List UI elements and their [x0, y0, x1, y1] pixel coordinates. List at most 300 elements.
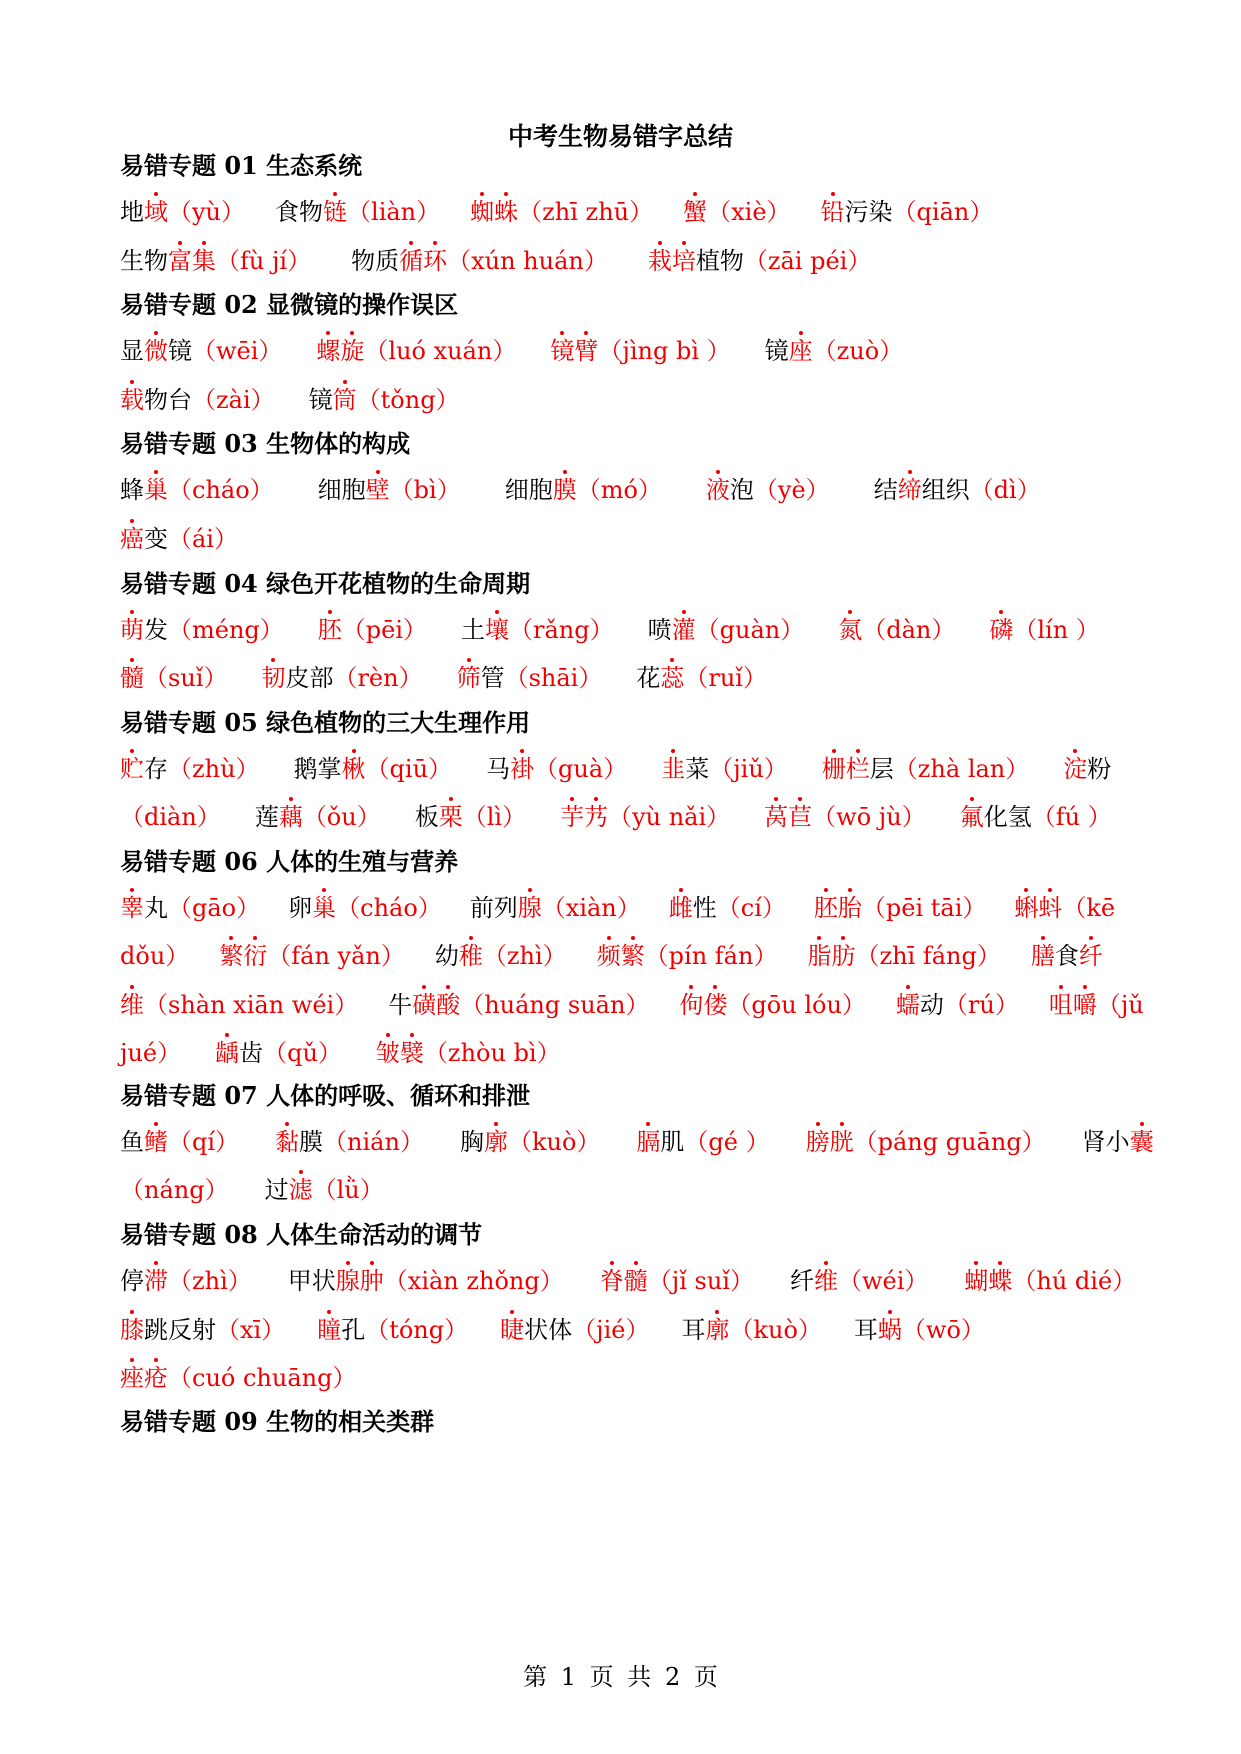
pinyin: （ái）	[168, 525, 238, 553]
pinyin: （suǐ）	[144, 664, 228, 692]
pinyin: （dàn）	[862, 616, 956, 644]
emphasis-char: 鳍	[144, 1128, 168, 1156]
term-item	[120, 386, 275, 414]
term-item	[435, 942, 567, 970]
pinyin: （zhī fáng）	[855, 942, 1001, 970]
term-item	[669, 894, 786, 922]
plain-text: 鱼	[120, 1128, 144, 1156]
pinyin: （qiān）	[892, 198, 994, 226]
term-item	[706, 476, 830, 504]
emphasis-char: 座	[788, 337, 813, 365]
emphasis-char: 栽	[647, 247, 672, 275]
plain-text: 管	[480, 664, 505, 692]
pinyin: （zhù）	[168, 755, 260, 783]
pinyin: （bì）	[389, 476, 461, 504]
emphasis-char: 培	[671, 247, 696, 275]
pinyin: （hú dié）	[1012, 1267, 1137, 1295]
plain-text: 齿	[239, 1039, 264, 1067]
plain-text: 孔	[341, 1316, 366, 1344]
plain-text: 耳	[853, 1316, 878, 1344]
pinyin: （huáng suān）	[460, 991, 650, 1019]
emphasis-char: 苣	[788, 803, 813, 831]
pinyin: （shàn xiān wéi）	[144, 991, 359, 1019]
pinyin: （xiè）	[707, 198, 791, 226]
pinyin: （diàn）	[120, 803, 221, 831]
term-item	[275, 198, 440, 226]
emphasis-char: 膝	[120, 1316, 144, 1344]
pinyin: （xiàn zhǒng）	[383, 1267, 564, 1295]
pinyin: （wō jù）	[812, 803, 926, 831]
emphasis-char: 莴	[764, 803, 789, 831]
emphasis-char: 韭	[661, 755, 686, 783]
term-line	[120, 1122, 1154, 1157]
term-item	[989, 616, 1099, 644]
pinyin: （zhì）	[168, 1267, 252, 1295]
emphasis-char: 蛛	[494, 198, 519, 226]
plain-text: 变	[144, 525, 168, 553]
term-item	[765, 337, 904, 365]
plain-text: 前列	[469, 894, 518, 922]
emphasis-char: 脂	[807, 942, 832, 970]
emphasis-char: 龋	[215, 1039, 240, 1067]
emphasis-char: 臂	[574, 337, 599, 365]
term-item	[681, 1316, 821, 1344]
term-item	[120, 942, 189, 970]
term-item	[120, 1128, 239, 1156]
emphasis-char: 癌	[120, 525, 144, 553]
plain-text: 马	[486, 755, 511, 783]
emphasis-char: 氮	[838, 616, 863, 644]
plain-text: 细胞	[317, 476, 366, 504]
plain-text: 地	[120, 198, 144, 226]
term-item	[1031, 942, 1103, 970]
emphasis-char: 腺	[335, 1267, 360, 1295]
emphasis-char: 贮	[120, 755, 144, 783]
emphasis-char: 黏	[275, 1128, 300, 1156]
emphasis-char: 缔	[897, 476, 922, 504]
emphasis-char: 栏	[845, 755, 870, 783]
pinyin: （lǜ）	[312, 1176, 384, 1204]
emphasis-char: 肪	[831, 942, 856, 970]
emphasis-char: 膈	[636, 1128, 661, 1156]
emphasis-char: 繁	[219, 942, 244, 970]
emphasis-char: 栅	[821, 755, 846, 783]
plain-text: 镜	[764, 337, 789, 365]
term-line	[120, 519, 1120, 554]
emphasis-char: 痤	[120, 1364, 144, 1392]
pinyin: （qí）	[168, 1128, 240, 1156]
emphasis-char: 萌	[120, 616, 144, 644]
plain-text: 皮部	[285, 664, 334, 692]
emphasis-char: 纤	[1078, 942, 1103, 970]
pinyin: （ruǐ）	[684, 664, 767, 692]
emphasis-char: 襞	[399, 1039, 424, 1067]
plain-text: 肌	[660, 1128, 685, 1156]
term-item	[318, 476, 461, 504]
section-heading-03: 易错专题 03 生物体的构成	[120, 429, 411, 458]
term-item	[648, 616, 805, 644]
emphasis-char: 蕊	[660, 664, 685, 692]
emphasis-char: 巢	[144, 476, 168, 504]
emphasis-char: 氟	[959, 803, 984, 831]
term-item	[120, 525, 238, 553]
term-item	[316, 337, 516, 365]
term-item	[219, 942, 405, 970]
emphasis-char: 循	[399, 247, 424, 275]
term-line	[120, 241, 1120, 276]
emphasis-char: 维	[120, 991, 144, 1019]
emphasis-char: 蜘	[470, 198, 495, 226]
term-item	[120, 664, 227, 692]
pinyin: （wēi）	[192, 337, 283, 365]
term-item	[255, 803, 381, 831]
pinyin: （gé ）	[684, 1128, 770, 1156]
pinyin: （xī）	[216, 1316, 286, 1344]
emphasis-char: 蚪	[1038, 894, 1063, 922]
emphasis-char: 螺	[316, 337, 341, 365]
term-item	[120, 1316, 285, 1344]
term-line	[120, 985, 1144, 1020]
emphasis-char: 壤	[485, 616, 510, 644]
emphasis-char: 脊	[599, 1267, 624, 1295]
pinyin: （yù nǎi）	[608, 803, 731, 831]
term-line	[120, 1358, 1120, 1393]
section-heading-06: 易错专题 06 人体的生殖与营养	[120, 847, 459, 876]
pinyin: （cí）	[716, 894, 786, 922]
pinyin: jué）	[120, 1039, 182, 1067]
term-item	[838, 616, 955, 644]
term-item	[309, 386, 460, 414]
plain-text: 动	[919, 991, 944, 1019]
term-item	[460, 1128, 600, 1156]
pinyin: （zhòu bì）	[423, 1039, 561, 1067]
emphasis-char: 膜	[552, 476, 577, 504]
term-line	[120, 797, 1120, 832]
pinyin: （fù jí）	[216, 247, 312, 275]
pinyin: （zhī zhū）	[518, 198, 654, 226]
term-item	[120, 894, 260, 922]
term-item	[288, 1267, 564, 1295]
emphasis-char: 蝶	[988, 1267, 1013, 1295]
emphasis-char: 衍	[243, 942, 268, 970]
term-item	[636, 664, 767, 692]
term-line	[120, 1170, 1120, 1205]
pinyin: （wéi）	[837, 1267, 929, 1295]
emphasis-char: 髓	[120, 664, 144, 692]
pinyin: （zài）	[192, 386, 275, 414]
plain-text: 结	[873, 476, 898, 504]
emphasis-char: 壁	[365, 476, 390, 504]
plain-text: 镜	[308, 386, 333, 414]
emphasis-char: 雌	[668, 894, 693, 922]
emphasis-char: 楸	[341, 755, 366, 783]
emphasis-char: 膳	[1030, 942, 1055, 970]
pinyin: （wō）	[901, 1316, 985, 1344]
pinyin: （fú ）	[1031, 803, 1112, 831]
page-footer: 第 1 页 共 2 页	[523, 1663, 718, 1691]
pinyin: （rú）	[943, 991, 1019, 1019]
pinyin: （rǎng）	[509, 616, 614, 644]
term-item	[288, 894, 442, 922]
emphasis-char: 铅	[820, 198, 845, 226]
term-item	[265, 1176, 384, 1204]
term-line	[120, 610, 1120, 645]
term-item	[318, 616, 427, 644]
term-line	[120, 470, 1120, 505]
term-item	[874, 476, 1041, 504]
pinyin: （zhì）	[482, 942, 567, 970]
term-line	[120, 1310, 1120, 1345]
term-item	[854, 1316, 985, 1344]
pinyin: （guàn）	[695, 616, 805, 644]
emphasis-char: 廓	[483, 1128, 508, 1156]
emphasis-char: 稚	[458, 942, 483, 970]
term-item	[388, 991, 649, 1019]
term-item	[597, 942, 778, 970]
emphasis-char: 胱	[829, 1128, 854, 1156]
emphasis-char: 膀	[805, 1128, 830, 1156]
plain-text: 膜	[299, 1128, 324, 1156]
emphasis-char: 繁	[620, 942, 645, 970]
emphasis-char: 蜗	[877, 1316, 902, 1344]
plain-text: 幼	[434, 942, 459, 970]
emphasis-char: 滞	[144, 1267, 168, 1295]
emphasis-char: 集	[192, 247, 216, 275]
section-heading-07: 易错专题 07 人体的呼吸、循环和排泄	[120, 1081, 531, 1110]
emphasis-char: 腺	[517, 894, 542, 922]
emphasis-char: 巢	[312, 894, 337, 922]
plain-text: 板	[414, 803, 439, 831]
term-item	[1049, 991, 1144, 1019]
pinyin: （gāo）	[168, 894, 261, 922]
term-item	[648, 247, 872, 275]
term-item	[806, 1128, 1046, 1156]
plain-text: 丸	[144, 894, 168, 922]
emphasis-char: 睾	[120, 894, 144, 922]
plain-text: 粉	[1087, 755, 1112, 783]
plain-text: 停	[120, 1267, 144, 1295]
emphasis-char: 旋	[340, 337, 365, 365]
plain-text: 细胞	[504, 476, 553, 504]
term-item	[120, 755, 260, 783]
emphasis-char: 频	[596, 942, 621, 970]
pinyin: （pín fán）	[644, 942, 778, 970]
term-item	[1082, 1128, 1154, 1156]
emphasis-char: 韧	[261, 664, 286, 692]
pinyin: （kē	[1062, 894, 1116, 922]
pinyin: （tóng）	[365, 1316, 469, 1344]
term-item	[461, 616, 614, 644]
plain-text: 土	[461, 616, 486, 644]
emphasis-char: 淀	[1063, 755, 1088, 783]
emphasis-char: 肿	[359, 1267, 384, 1295]
plain-text: 食	[1054, 942, 1079, 970]
emphasis-char: 蝴	[964, 1267, 989, 1295]
pinyin: （cháo）	[336, 894, 442, 922]
plain-text: 物质	[351, 247, 400, 275]
term-item	[560, 803, 730, 831]
plain-text: 食物	[275, 198, 324, 226]
pinyin: （kuò）	[507, 1128, 601, 1156]
plain-text: 菜	[685, 755, 710, 783]
pinyin: （méng）	[168, 616, 284, 644]
emphasis-char: 蟹	[683, 198, 708, 226]
emphasis-char: 囊	[1129, 1128, 1154, 1156]
plain-text: 肾小	[1081, 1128, 1130, 1156]
pinyin: （náng）	[120, 1176, 229, 1204]
term-item	[351, 247, 608, 275]
emphasis-char: 磺	[412, 991, 437, 1019]
term-item	[807, 942, 1000, 970]
term-item	[317, 1316, 468, 1344]
emphasis-char: 环	[423, 247, 448, 275]
term-item	[120, 803, 221, 831]
emphasis-char: 藕	[278, 803, 303, 831]
emphasis-char: 睫	[500, 1316, 525, 1344]
plain-text: 胸	[459, 1128, 484, 1156]
plain-text: 物台	[144, 386, 192, 414]
pinyin: （tǒng）	[356, 386, 460, 414]
emphasis-char: 灌	[671, 616, 696, 644]
term-item	[764, 803, 926, 831]
term-line	[120, 192, 1120, 227]
term-item	[120, 1176, 229, 1204]
term-item	[120, 1267, 252, 1295]
emphasis-char: 廓	[705, 1316, 730, 1344]
pinyin: （cuó chuāng）	[168, 1364, 357, 1392]
pinyin: （lì）	[462, 803, 527, 831]
pinyin: （dì）	[969, 476, 1041, 504]
emphasis-char: 筛	[456, 664, 481, 692]
pinyin: （jìng bì ）	[598, 337, 731, 365]
plain-text: 花	[636, 664, 661, 692]
pinyin: （pēi）	[341, 616, 428, 644]
term-item	[120, 247, 311, 275]
term-line	[120, 749, 1120, 784]
term-item	[120, 1364, 356, 1392]
term-item	[550, 337, 730, 365]
plain-text: 蜂	[120, 476, 144, 504]
term-item	[500, 1316, 649, 1344]
term-item	[470, 198, 653, 226]
pinyin: （xiàn）	[541, 894, 641, 922]
emphasis-char: 咀	[1048, 991, 1073, 1019]
term-line	[120, 888, 1120, 923]
plain-text: 卵	[288, 894, 313, 922]
plain-text: 存	[144, 755, 168, 783]
term-item	[120, 337, 282, 365]
pinyin: （zuò）	[812, 337, 904, 365]
emphasis-char: 维	[813, 1267, 838, 1295]
emphasis-char: 蝌	[1014, 894, 1039, 922]
emphasis-char: 载	[120, 386, 144, 414]
emphasis-char: 蠕	[895, 991, 920, 1019]
term-item	[814, 894, 987, 922]
pinyin: （qiū）	[365, 755, 453, 783]
emphasis-char: 瞳	[317, 1316, 342, 1344]
term-item	[120, 198, 245, 226]
pinyin: （liàn）	[347, 198, 441, 226]
plain-text: 泡	[729, 476, 754, 504]
plain-text: 纤	[789, 1267, 814, 1295]
plain-text: 牛	[388, 991, 413, 1019]
term-item	[415, 803, 526, 831]
plain-text: 化氢	[983, 803, 1032, 831]
emphasis-char: 域	[144, 198, 168, 226]
plain-text: 莲	[254, 803, 279, 831]
pinyin: （yè）	[753, 476, 830, 504]
pinyin: dǒu）	[120, 942, 190, 970]
pinyin: （cháo）	[168, 476, 274, 504]
pinyin: （qǔ）	[263, 1039, 342, 1067]
plain-text: 跳反射	[144, 1316, 216, 1344]
pinyin: （mó）	[576, 476, 662, 504]
emphasis-char: 富	[168, 247, 192, 275]
pinyin: （shāi）	[504, 664, 603, 692]
term-line	[120, 936, 1120, 971]
term-item	[275, 1128, 424, 1156]
term-item	[1014, 894, 1115, 922]
plain-text: 组织	[921, 476, 970, 504]
emphasis-char: 髓	[623, 1267, 648, 1295]
plain-text: 层	[869, 755, 894, 783]
plain-text: 显	[120, 337, 144, 365]
plain-text: 喷	[647, 616, 672, 644]
pinyin: （xún huán）	[447, 247, 608, 275]
plain-text: 性	[692, 894, 717, 922]
emphasis-char: 褂	[510, 755, 535, 783]
plain-text: 鹅掌	[293, 755, 342, 783]
term-line	[120, 331, 1120, 366]
section-heading-04: 易错专题 04 绿色开花植物的生命周期	[120, 569, 531, 598]
pinyin: （páng guāng）	[853, 1128, 1046, 1156]
term-item	[822, 755, 1029, 783]
term-item	[120, 991, 358, 1019]
term-item	[636, 1128, 769, 1156]
pinyin: （yù）	[168, 198, 246, 226]
page-title: 中考生物易错字总结	[507, 122, 733, 151]
plain-text: 状体	[524, 1316, 573, 1344]
plain-text: 植物	[695, 247, 744, 275]
term-item	[120, 1039, 181, 1067]
term-line	[120, 1033, 1120, 1068]
term-item	[120, 476, 274, 504]
section-heading-09: 易错专题 09 生物的相关类群	[120, 1407, 435, 1436]
pinyin: （fán yǎn）	[267, 942, 405, 970]
emphasis-char: 筒	[332, 386, 357, 414]
pinyin: （kuò）	[729, 1316, 822, 1344]
emphasis-char: 磷	[989, 616, 1014, 644]
pinyin: （nián）	[323, 1128, 424, 1156]
term-item	[683, 198, 790, 226]
section-heading-08: 易错专题 08 人体生命活动的调节	[120, 1220, 483, 1249]
plain-text: 污染	[844, 198, 893, 226]
emphasis-char: 微	[144, 337, 168, 365]
pinyin: （lín ）	[1013, 616, 1100, 644]
pinyin: （zhà lan）	[893, 755, 1030, 783]
emphasis-char: 滤	[288, 1176, 313, 1204]
pinyin: （jǔ	[1096, 991, 1144, 1019]
pinyin: （jǐ suǐ）	[647, 1267, 754, 1295]
emphasis-char: 偻	[703, 991, 728, 1019]
emphasis-char: 嚼	[1072, 991, 1097, 1019]
emphasis-char: 镜	[550, 337, 575, 365]
term-item	[790, 1267, 928, 1295]
plain-text: 生物	[120, 247, 168, 275]
term-line	[120, 380, 1120, 415]
term-item	[1063, 755, 1111, 783]
emphasis-char: 链	[323, 198, 348, 226]
